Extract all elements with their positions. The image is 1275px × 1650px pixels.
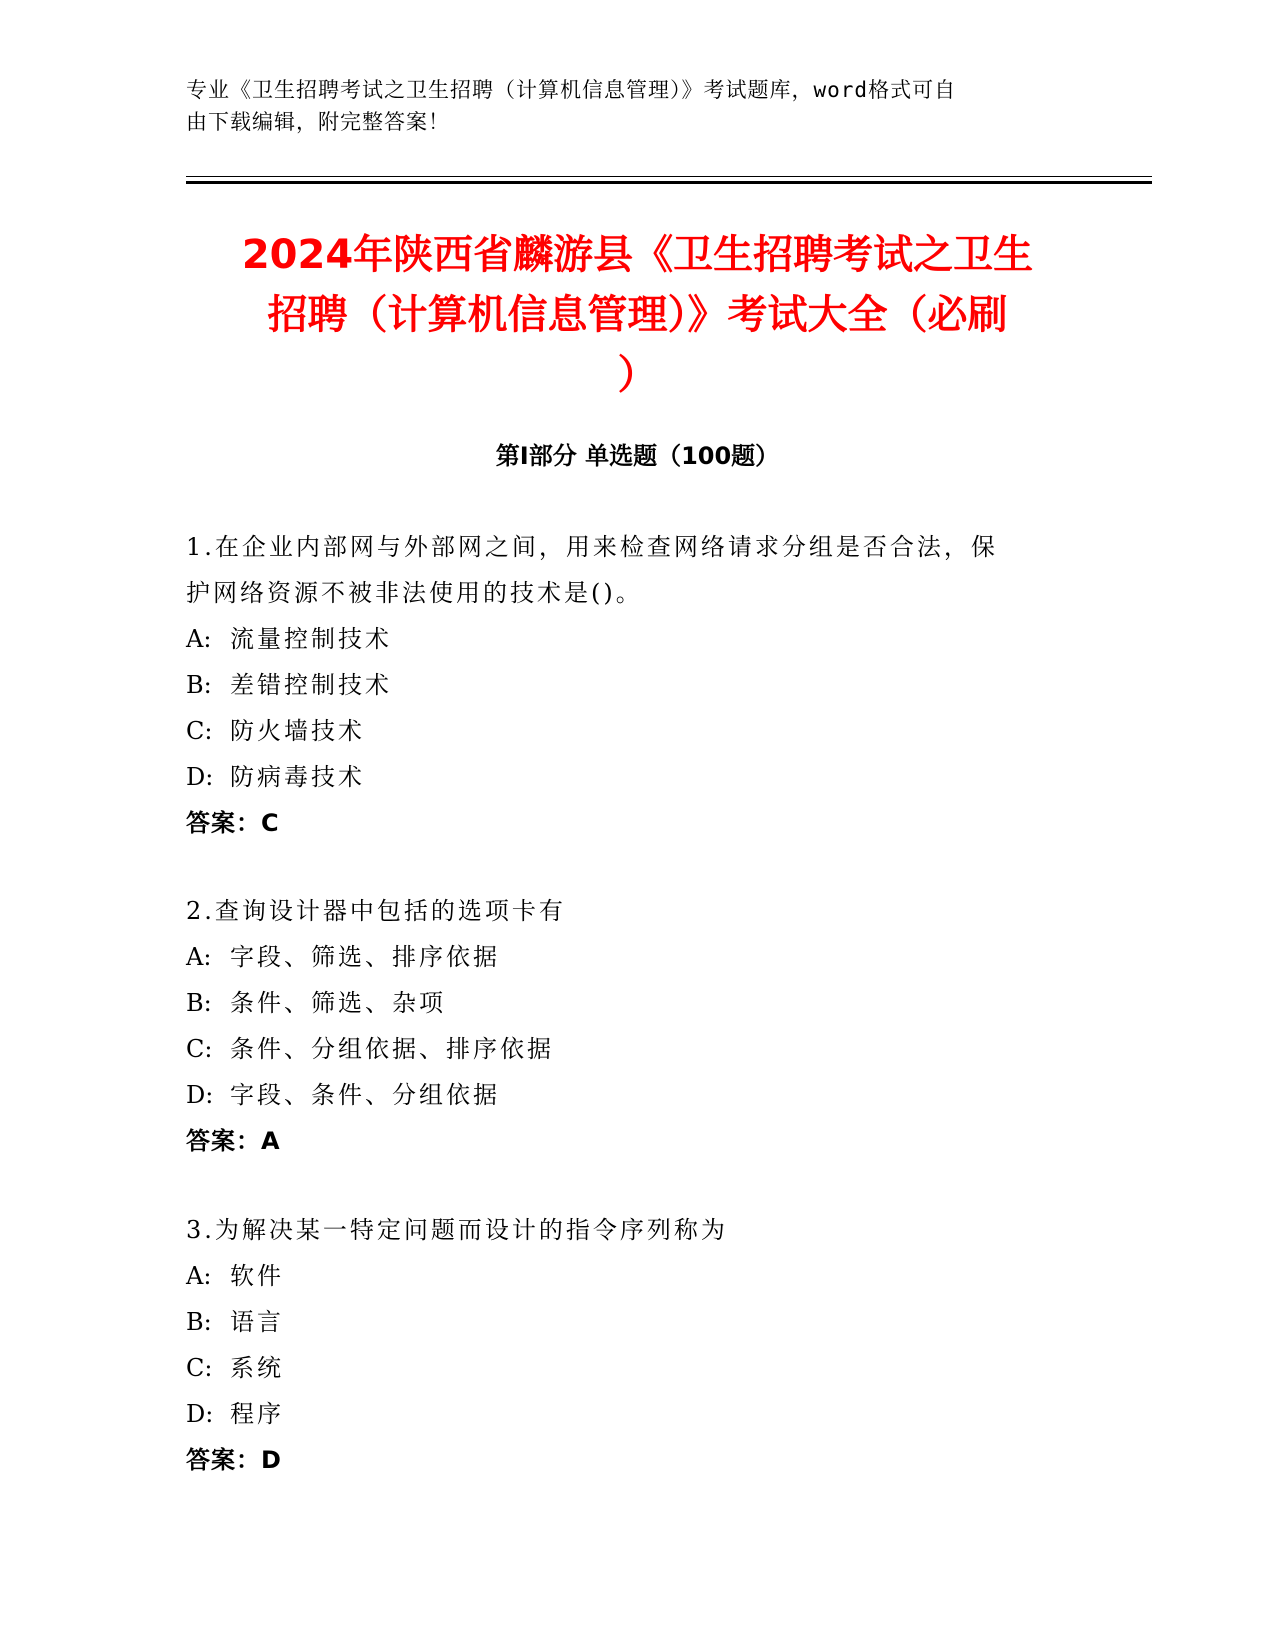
answer-line: 答案：C (186, 809, 280, 837)
option-letter: B: (186, 1308, 212, 1336)
option-letter: A: (186, 625, 212, 653)
header-note-line-2: 由下载编辑，附完整答案！ (186, 110, 450, 134)
question-stem-line: 护网络资源不被非法使用的技术是()。 (186, 579, 643, 607)
question-3 (186, 1207, 1086, 1483)
option-text: 程序 (230, 1400, 284, 1428)
answer-line: 答案：A (186, 1127, 281, 1155)
option-letter: C: (186, 1035, 213, 1063)
option-d (186, 754, 1086, 800)
option-text: 系统 (230, 1354, 284, 1382)
document-header-note (186, 74, 1066, 138)
question-stem-line: 3.为解决某一特定问题而设计的指令序列称为 (186, 1216, 728, 1244)
option-text: 软件 (230, 1262, 284, 1290)
header-divider-thin (186, 176, 1152, 177)
option-c (186, 1026, 1086, 1072)
title-line-2: 招聘（计算机信息管理）》考试大全（必刷 (267, 292, 1008, 338)
option-b (186, 662, 1086, 708)
question-stem-line: 1.在企业内部网与外部网之间，用来检查网络请求分组是否合法，保 (186, 533, 998, 561)
option-text: 差错控制技术 (230, 671, 392, 699)
option-letter: B: (186, 671, 212, 699)
question-2 (186, 888, 1086, 1164)
option-letter: D: (186, 1400, 214, 1428)
title-line-1: 2024年陕西省麟游县《卫生招聘考试之卫生 (241, 232, 1034, 278)
option-a (186, 1253, 1086, 1299)
title-line-3: ） (617, 352, 658, 398)
option-text: 防火墙技术 (230, 717, 365, 745)
option-d (186, 1072, 1086, 1118)
section-heading: 第Ⅰ部分 单选题（100题） (495, 442, 780, 470)
question-1 (186, 524, 1086, 846)
option-text: 条件、筛选、杂项 (230, 989, 446, 1017)
option-c (186, 1345, 1086, 1391)
option-text: 字段、条件、分组依据 (230, 1081, 500, 1109)
option-b (186, 980, 1086, 1026)
option-text: 流量控制技术 (230, 625, 392, 653)
option-a (186, 616, 1086, 662)
option-letter: D: (186, 1081, 214, 1109)
option-letter: C: (186, 1354, 213, 1382)
option-text: 条件、分组依据、排序依据 (230, 1035, 554, 1063)
document-title (170, 225, 1105, 405)
header-divider-thick (186, 181, 1152, 184)
option-text: 字段、筛选、排序依据 (230, 943, 500, 971)
question-stem-line: 2.查询设计器中包括的选项卡有 (186, 897, 566, 925)
option-c (186, 708, 1086, 754)
option-letter: A: (186, 1262, 212, 1290)
header-note-line-1: 专业《卫生招聘考试之卫生招聘（计算机信息管理）》考试题库，word格式可自 (186, 78, 957, 102)
answer-line: 答案：D (186, 1446, 282, 1474)
option-letter: A: (186, 943, 212, 971)
option-text: 语言 (230, 1308, 284, 1336)
option-letter: D: (186, 763, 214, 791)
option-b (186, 1299, 1086, 1345)
option-d (186, 1391, 1086, 1437)
option-letter: B: (186, 989, 212, 1017)
option-text: 防病毒技术 (230, 763, 365, 791)
option-a (186, 934, 1086, 980)
option-letter: C: (186, 717, 213, 745)
